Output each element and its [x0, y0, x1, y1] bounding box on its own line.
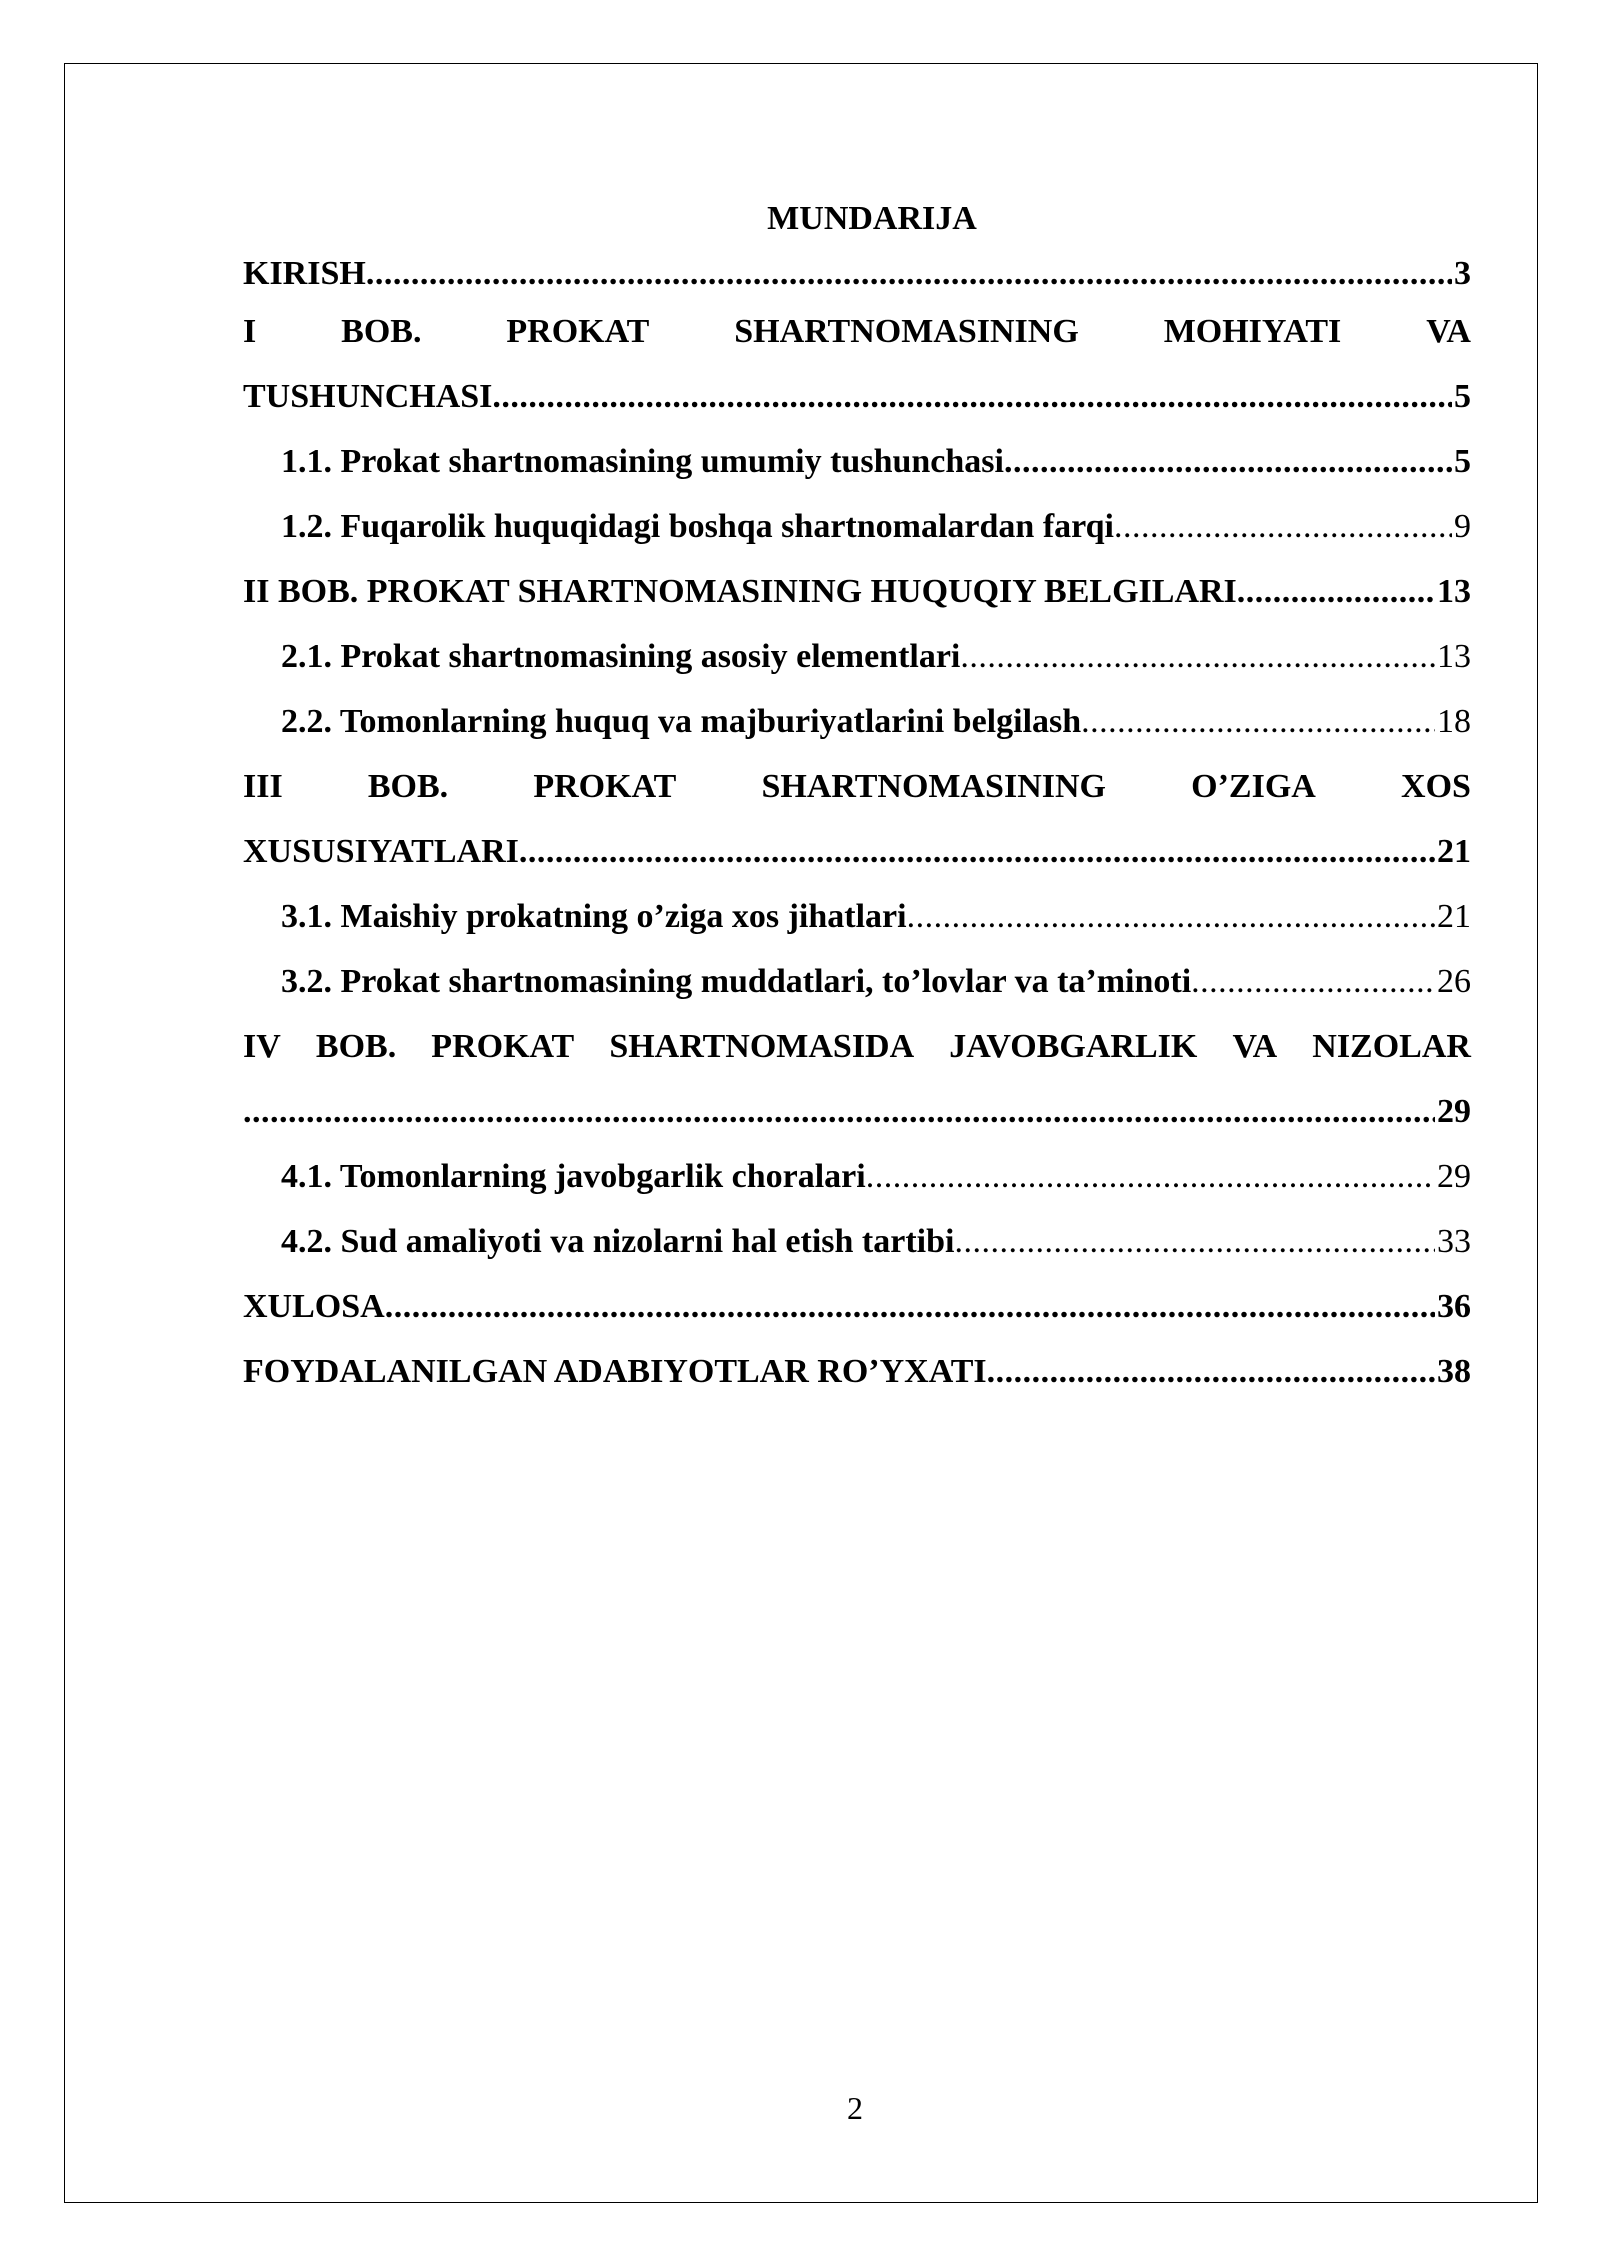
- heading-word: NIZOLAR: [1312, 1028, 1471, 1065]
- dot-leader: [1191, 949, 1435, 1014]
- toc-entry-heading-line: [243, 299, 1471, 364]
- toc-entry-label: XUSUSIYATLARI: [243, 833, 519, 870]
- toc-title: MUNDARIJA: [767, 200, 977, 237]
- heading-word: SHARTNOMASIDA: [609, 1028, 915, 1065]
- heading-word: III: [243, 768, 283, 805]
- dot-leader: [1114, 494, 1452, 559]
- dot-leader: [907, 884, 1435, 949]
- dot-leader: [1237, 559, 1435, 624]
- heading-word: I: [243, 313, 257, 350]
- heading-word: BOB.: [367, 768, 449, 805]
- toc-entry-label: TUSHUNCHASI: [243, 378, 493, 415]
- toc-entry-1-1[interactable]: [243, 429, 1471, 494]
- toc-entry-page: 33: [1437, 1223, 1471, 1260]
- heading-word: PROKAT: [431, 1028, 575, 1065]
- toc-entry-heading-line: [243, 1014, 1471, 1079]
- table-of-contents: [243, 188, 1471, 1404]
- dot-leader: [960, 624, 1435, 689]
- toc-entry-page: 21: [1437, 898, 1471, 935]
- toc-entry-xulosa[interactable]: [243, 1274, 1471, 1339]
- dot-leader: [866, 1144, 1435, 1209]
- toc-entry-page: 29: [1437, 1093, 1471, 1130]
- toc-entry-page: 3: [1454, 255, 1471, 292]
- toc-list: [243, 249, 1471, 1404]
- toc-entry-label: II BOB. PROKAT SHARTNOMASINING HUQUQIY BELGILARI: [243, 573, 1237, 610]
- heading-word: MOHIYATI: [1163, 313, 1342, 350]
- toc-entry-page: 26: [1437, 963, 1471, 1000]
- toc-entry-label: 3.1. Maishiy prokatning o’ziga xos jihatlari: [281, 898, 907, 935]
- toc-entry-label: XULOSA: [243, 1288, 385, 1325]
- toc-entry-label: 1.1. Prokat shartnomasining umumiy tushunchasi: [281, 443, 1004, 480]
- heading-word: JAVOBGARLIK: [949, 1028, 1198, 1065]
- dot-leader: [492, 364, 1452, 429]
- toc-entry-page: 13: [1437, 638, 1471, 675]
- toc-entry-label: 4.2. Sud amaliyoti va nizolarni hal etish tartibi: [281, 1223, 955, 1260]
- page-number: 2: [847, 2090, 863, 2126]
- toc-entry-page: 21: [1437, 833, 1471, 870]
- toc-entry-label: 4.1. Tomonlarning javobgarlik choralari: [281, 1158, 866, 1195]
- dot-leader: [385, 1274, 1435, 1339]
- dot-leader: [243, 1079, 1435, 1144]
- dot-leader: [519, 819, 1435, 884]
- toc-entry-page: 29: [1437, 1158, 1471, 1195]
- toc-entry-heading-line: [243, 754, 1471, 819]
- heading-word: BOB.: [315, 1028, 397, 1065]
- heading-word: BOB.: [341, 313, 422, 350]
- toc-entry-page: 18: [1437, 703, 1471, 740]
- dot-leader: [954, 1209, 1435, 1274]
- toc-entry-page: 9: [1454, 508, 1471, 545]
- heading-word: XOS: [1401, 768, 1471, 805]
- toc-entry-page: 36: [1437, 1288, 1471, 1325]
- toc-entry-3-2[interactable]: [243, 949, 1471, 1014]
- toc-entry-bob-2[interactable]: [243, 559, 1471, 624]
- heading-word: SHARTNOMASINING: [734, 313, 1079, 350]
- toc-entry-label: 3.2. Prokat shartnomasining muddatlari, to’lovlar va ta’minoti: [281, 963, 1192, 1000]
- toc-entry-bob-3[interactable]: [243, 754, 1471, 884]
- toc-entry-bob-4[interactable]: [243, 1014, 1471, 1144]
- toc-entry-page: 5: [1454, 443, 1471, 480]
- dot-leader: [1081, 689, 1435, 754]
- dot-leader: [366, 249, 1452, 299]
- toc-entry-2-2[interactable]: [243, 689, 1471, 754]
- toc-entry-label: 2.2. Tomonlarning huquq va majburiyatlarini belgilash: [281, 703, 1082, 740]
- toc-entry-label: 2.1. Prokat shartnomasining asosiy elementlari: [281, 638, 961, 675]
- heading-word: SHARTNOMASINING: [761, 768, 1106, 805]
- toc-entry-4-2[interactable]: [243, 1209, 1471, 1274]
- dot-leader: [987, 1339, 1435, 1404]
- heading-word: VA: [1232, 1028, 1278, 1065]
- toc-entry-label: FOYDALANILGAN ADABIYOTLAR RO’YXATI: [243, 1353, 987, 1390]
- heading-word: PROKAT: [533, 768, 677, 805]
- toc-entry-kirish[interactable]: [243, 249, 1471, 299]
- toc-entry-label: 1.2. Fuqarolik huquqidagi boshqa shartnomalardan farqi: [281, 508, 1114, 545]
- toc-entry-4-1[interactable]: [243, 1144, 1471, 1209]
- toc-entry-label: KIRISH: [243, 255, 366, 292]
- toc-entry-3-1[interactable]: [243, 884, 1471, 949]
- toc-entry-bob-1[interactable]: [243, 299, 1471, 429]
- toc-entry-page: 38: [1437, 1353, 1471, 1390]
- toc-entry-page: 5: [1454, 378, 1471, 415]
- toc-entry-1-2[interactable]: [243, 494, 1471, 559]
- toc-entry-adabiyotlar[interactable]: [243, 1339, 1471, 1404]
- toc-entry-2-1[interactable]: [243, 624, 1471, 689]
- toc-entry-page: 13: [1437, 573, 1471, 610]
- heading-word: VA: [1426, 313, 1471, 350]
- heading-word: PROKAT: [506, 313, 650, 350]
- dot-leader: [1004, 429, 1452, 494]
- heading-word: IV: [243, 1028, 281, 1065]
- heading-word: O’ZIGA: [1191, 768, 1316, 805]
